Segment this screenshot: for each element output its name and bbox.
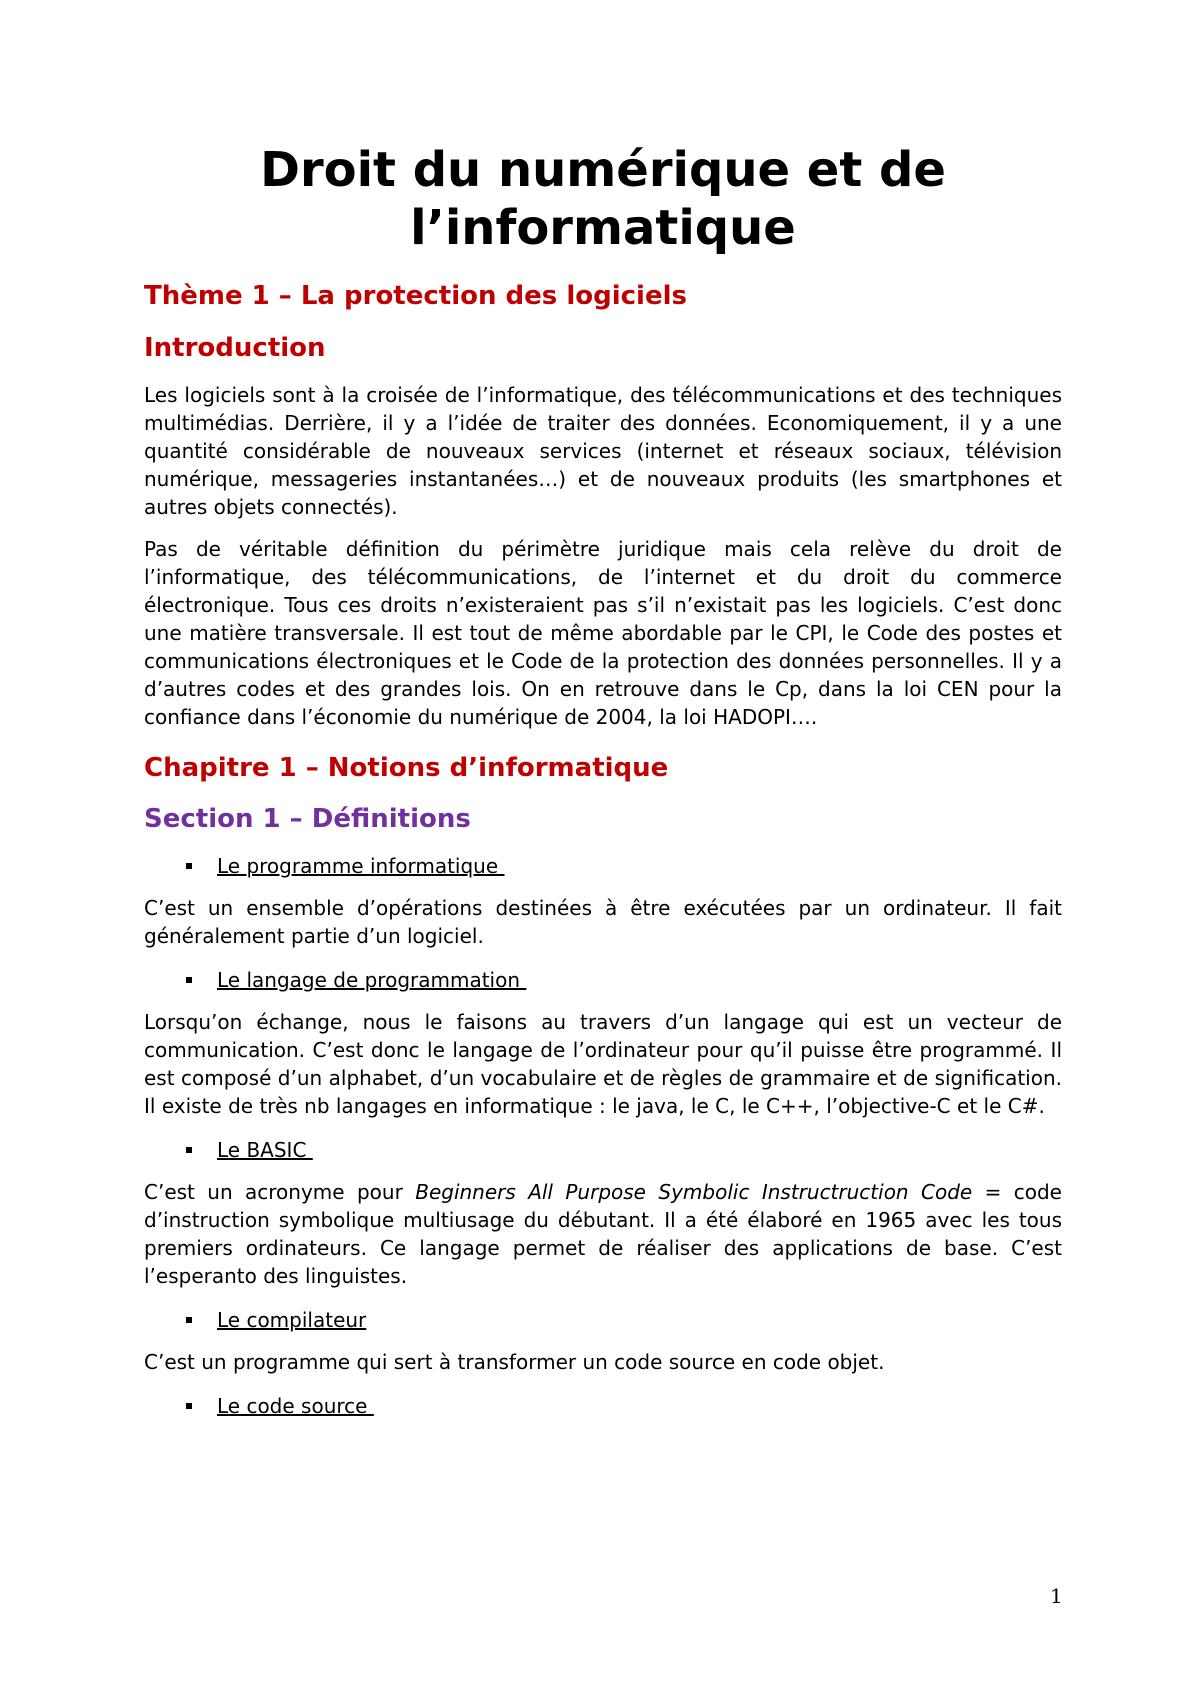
definition-term: Le BASIC [217,1138,313,1162]
square-bullet-icon [186,1147,192,1153]
document-title: Droit du numérique et de l’informatique [260,142,946,256]
definition-term-item [144,966,1062,994]
definition-term-item [144,852,1062,880]
intro-paragraph: Les logiciels sont à la croisée de l’informatique, des télécommunications et des techniques multimédias. Derrière, il y a l’idée de traiter des données. Economiquement, il y a une quantité considérable de nouveaux services (internet et réseaux sociaux, télévision numérique, messageries instantanées…) et de nouveaux produits (les smartphones et autres objets connectés). [144,383,1062,519]
definition-text: C’est un ensemble d’opérations destinées à être exécutées par un ordinateur. Il fait généralement partie d’un logiciel. [144,896,1062,948]
definition-term: Le programme informatique [217,854,505,878]
definition-text: C’est un programme qui sert à transformer un code source en code objet. [144,1350,885,1374]
section-heading: Section 1 – Définitions [144,804,471,834]
definition-term: Le code source [217,1394,374,1418]
definition-term: Le langage de programmation [217,968,527,992]
chapter-heading: Chapitre 1 – Notions d’informatique [144,753,669,783]
theme-heading: Thème 1 – La protection des logiciels [144,281,687,311]
square-bullet-icon [186,1317,192,1323]
definition-term-item [144,1306,1062,1334]
square-bullet-icon [186,977,192,983]
definition-text [144,1178,1062,1290]
definition-text-end: = code d’instruction symbolique multiusage du débutant. Il a été élaboré en 1965 avec les tous premiers ordinateurs. Ce langage permet de réaliser des applications de base. C’est l’esperanto des linguistes. [144,1180,1062,1288]
definition-term: Le compilateur [217,1308,367,1332]
document-page [144,0,1062,1420]
square-bullet-icon [186,1403,192,1409]
page-number: 1 [1050,1584,1063,1608]
intro-paragraph: Pas de véritable définition du périmètre juridique mais cela relève du droit de l’informatique, des télécommunications, de l’internet et du droit du commerce électronique. Tous ces droits n’existeraient pas s’il n’existait pas les logiciels. C’est donc une matière transversale. Il est tout de même abordable par le CPI, le Code des postes et communications électroniques et le Code de la protection des données personnelles. Il y a d’autres codes et des grandes lois. On en retrouve dans le Cp, dans la loi CEN pour la confiance dans l’économie du numérique de 2004, la loi HADOPI…. [144,537,1062,729]
definition-term-item [144,1136,1062,1164]
basic-acronym-expansion: Beginners All Purpose Symbolic Instructruction Code [415,1180,973,1204]
introduction-heading: Introduction [144,333,326,363]
square-bullet-icon [186,863,192,869]
definition-text-start: C’est un acronyme pour [144,1180,416,1204]
definition-term-item [144,1392,1062,1420]
definition-text: Lorsqu’on échange, nous le faisons au travers d’un langage qui est un vecteur de communication. C’est donc le langage de l’ordinateur pour qu’il puisse être programmé. Il est composé d’un alphabet, d’un vocabulaire et de règles de grammaire et de signification. Il existe de très nb langages en informatique : le java, le C, le C++, l’objective-C et le C#. [144,1010,1062,1118]
